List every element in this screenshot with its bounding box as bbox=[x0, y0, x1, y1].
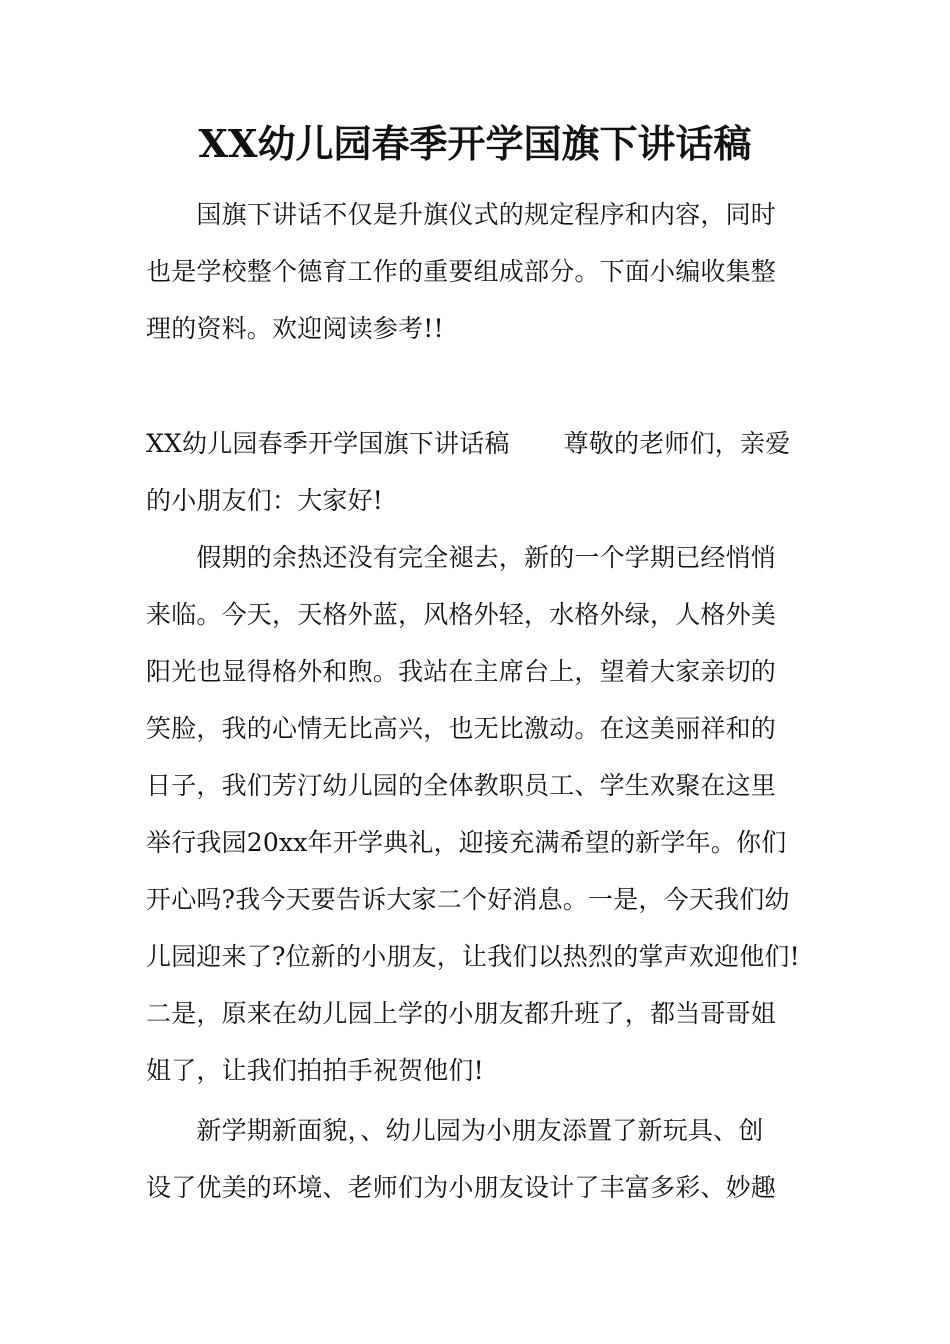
body-line-7: 来临。今天，天格外蓝，风格外轻，水格外绿，人格外美 bbox=[146, 600, 777, 629]
body-line-1: 国旗下讲话不仅是升旗仪式的规定程序和内容，同时 bbox=[146, 200, 777, 229]
greeting-start: 尊敬的老师们，亲爱 bbox=[563, 429, 791, 458]
greeting-line: 的小朋友们：大家好! bbox=[146, 486, 384, 515]
body-line-6: 假期的余热还没有完全褪去，新的一个学期已经悄悄 bbox=[146, 543, 777, 572]
body-line-8: 阳光也显得格外和煦。我站在主席台上，望着大家亲切的 bbox=[146, 657, 777, 686]
body-line-9: 笑脸，我的心情无比高兴，也无比激动。在这美丽祥和的 bbox=[146, 714, 777, 743]
body-line-16: 新学期新面貌，、幼儿园为小朋友添置了新玩具、创 bbox=[146, 1116, 764, 1145]
body-line-11: 举行我园20xx年开学典礼，迎接充满希望的新学年。你们 bbox=[146, 828, 787, 857]
body-line-10: 日子，我们芳汀幼儿园的全体教职员工、学生欢聚在这里 bbox=[146, 771, 777, 800]
body-line-17: 设了优美的环境、老师们为小朋友设计了丰富多彩、妙趣 bbox=[146, 1173, 777, 1202]
document-title: XX幼儿园春季开学国旗下讲话稿 bbox=[198, 121, 752, 166]
body-line-2: 也是学校整个德育工作的重要组成部分。下面小编收集整 bbox=[146, 257, 777, 286]
subtitle-greeting-line bbox=[146, 427, 790, 461]
body-line-12: 开心吗?我今天要告诉大家二个好消息。一是，今天我们幼 bbox=[146, 885, 790, 914]
body-line-15: 姐了，让我们拍拍手祝贺他们! bbox=[146, 1056, 484, 1085]
body-line-3: 理的资料。欢迎阅读参考!! bbox=[146, 314, 444, 343]
body-line-14: 二是，原来在幼儿园上学的小朋友都升班了，都当哥哥姐 bbox=[146, 999, 777, 1028]
body-line-13: 儿园迎来了?位新的小朋友，让我们以热烈的掌声欢迎他们! bbox=[146, 942, 800, 971]
section-heading: XX幼儿园春季开学国旗下讲话稿 bbox=[146, 429, 510, 458]
